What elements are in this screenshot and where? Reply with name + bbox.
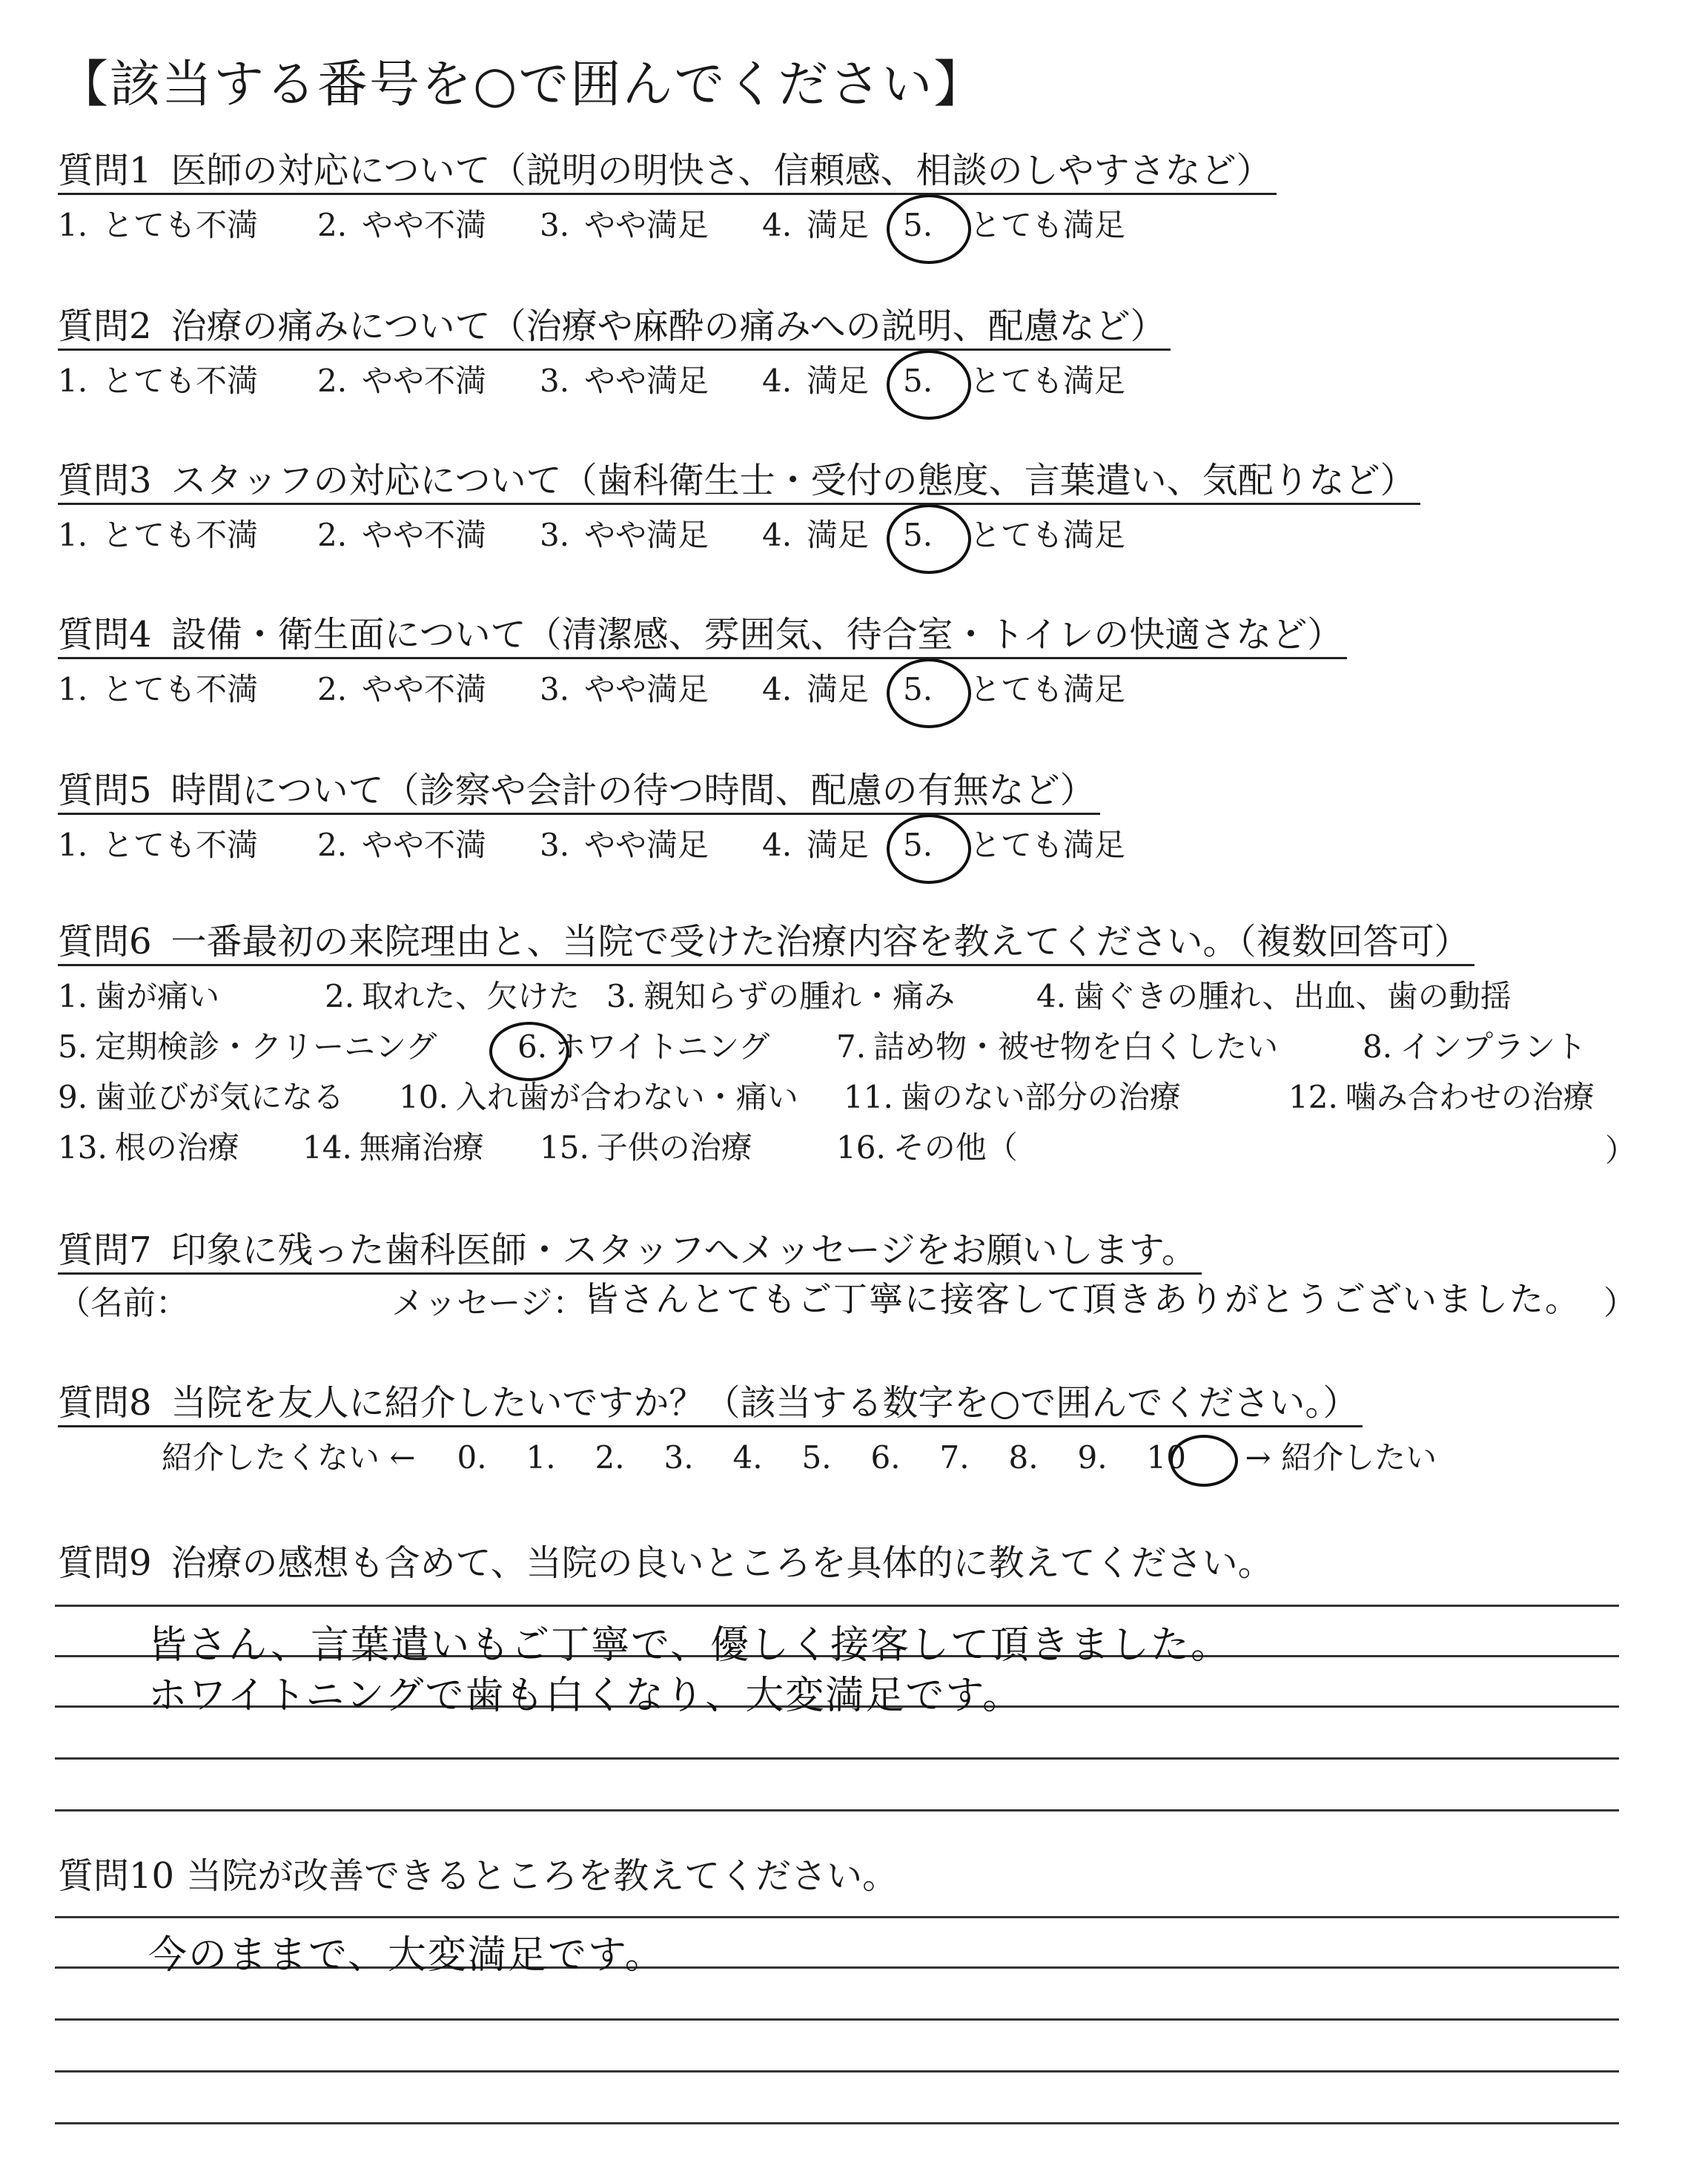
option-number: 15. (540, 1129, 589, 1166)
q6-option[interactable] (606, 976, 955, 1017)
option-label: その他（ (893, 1129, 1018, 1166)
question-text: 医師の対応について（説明の明快さ、信頼感、相談のしやすさなど） (171, 150, 1272, 191)
option-label[interactable]: 満足 (807, 517, 870, 553)
option-label[interactable]: やや満足 (584, 517, 709, 553)
question-text: 設備・衛生面について（清潔感、雰囲気、待合室・トイレの快適さなど） (171, 614, 1343, 655)
q6-option[interactable] (1288, 1077, 1595, 1118)
scale-option[interactable]: 4. (732, 1439, 763, 1476)
option-label[interactable]: やや満足 (584, 827, 709, 863)
option-label[interactable]: 満足 (807, 207, 870, 243)
question-6-heading (58, 919, 1474, 966)
option-number[interactable]: 1. (58, 517, 88, 553)
option-number[interactable]: 3. (540, 207, 570, 243)
scale-option[interactable]: 3. (663, 1439, 694, 1476)
option-number[interactable]: 1. (58, 671, 88, 707)
answer-rule (55, 1916, 1619, 1918)
option-label[interactable]: 満足 (807, 671, 870, 707)
answer-rule (55, 2122, 1619, 2124)
question-number: 質問7 (58, 1229, 152, 1271)
option-number: 5. (58, 1028, 88, 1065)
option-number: 10. (399, 1079, 448, 1115)
option-number: 8. (1363, 1028, 1393, 1065)
scale-right-label: → 紹介したい (1245, 1439, 1437, 1476)
q6-option[interactable] (58, 1026, 437, 1068)
option-label[interactable]: やや満足 (584, 671, 709, 707)
scale-option[interactable]: 6. (870, 1439, 901, 1476)
answer-rule (55, 1757, 1619, 1760)
option-label: 詰め物・被せ物を白くしたい (873, 1028, 1279, 1065)
option-number[interactable]: 1. (58, 207, 88, 243)
option-label: ホワイトニング (555, 1028, 770, 1065)
selection-circle-q2 (887, 350, 971, 420)
option-number[interactable]: 1. (58, 827, 88, 863)
question-3-options (58, 515, 1244, 559)
question-number: 質問3 (58, 460, 152, 501)
q9-answer-line-2: ホワイトニングで歯も白くなり、大変満足です。 (148, 1674, 1023, 1718)
option-label[interactable]: やや満足 (584, 207, 709, 243)
option-number[interactable]: 3. (540, 671, 570, 707)
question-number: 質問10 (58, 1855, 175, 1897)
question-8-heading (58, 1381, 1363, 1427)
option-number[interactable]: 4. (762, 363, 792, 399)
option-label: 定期検診・クリーニング (95, 1028, 437, 1065)
scale-option[interactable]: 2. (595, 1439, 625, 1476)
scale-option[interactable]: 5. (801, 1439, 832, 1476)
option-label[interactable]: とても不満 (102, 671, 259, 707)
option-label: 歯並びが気になる (95, 1079, 345, 1115)
question-number: 質問4 (58, 614, 152, 655)
option-number[interactable]: 2. (317, 827, 348, 863)
option-number[interactable]: 2. (317, 363, 348, 399)
question-1-heading (58, 148, 1277, 195)
question-5-options (58, 825, 1244, 869)
q6-option[interactable] (58, 976, 219, 1017)
option-number: 16. (836, 1129, 886, 1166)
option-number[interactable]: 2. (317, 207, 348, 243)
selection-circle-q1 (887, 194, 971, 264)
answer-rule (55, 2070, 1619, 2073)
other-close-paren: ） (1605, 1132, 1637, 1169)
question-4-heading (58, 612, 1347, 659)
question-text: 印象に残った歯科医師・スタッフへメッセージをお願いします。 (171, 1229, 1197, 1271)
answer-rule (55, 1605, 1619, 1607)
option-number[interactable]: 5. (903, 671, 933, 707)
option-label: 歯ぐきの腫れ、出血、歯の動揺 (1073, 978, 1512, 1014)
selection-circle-q6 (489, 1022, 569, 1081)
scale-numbers (457, 1436, 1216, 1480)
page-title: 【該当する番号を○で囲んでください】 (58, 56, 986, 114)
option-label[interactable]: とても満足 (970, 827, 1126, 863)
option-label[interactable]: とても不満 (102, 207, 259, 243)
option-label: 取れた、欠けた (362, 978, 580, 1014)
option-number[interactable]: 2. (317, 517, 348, 553)
q6-option[interactable] (58, 1127, 239, 1169)
option-number: 9. (58, 1079, 88, 1115)
option-number[interactable]: 1. (58, 363, 88, 399)
question-text: 一番最初の来院理由と、当院で受けた治療内容を教えてください。（複数回答可） (171, 921, 1470, 962)
option-label: 入れ歯が合わない・痛い (455, 1079, 798, 1115)
q6-option-row (58, 1077, 1615, 1121)
option-number[interactable]: 5. (903, 363, 933, 399)
question-9-heading (58, 1541, 1274, 1585)
option-label: 歯が痛い (95, 978, 220, 1014)
scale-option[interactable]: 7. (939, 1439, 970, 1476)
scale-option[interactable]: 0. (457, 1439, 487, 1476)
option-label[interactable]: とても不満 (102, 363, 259, 399)
option-label[interactable]: やや不満 (362, 207, 487, 243)
q6-option[interactable] (540, 1127, 752, 1169)
scale-left-label: 紹介したくない ← (162, 1439, 416, 1476)
q6-option[interactable] (836, 1026, 1278, 1068)
answer-rule (55, 1809, 1619, 1811)
question-text: 時間について（診察や会計の待つ時間、配慮の有無など） (171, 770, 1096, 811)
option-label[interactable]: とても不満 (102, 517, 259, 553)
option-label: インプラント (1400, 1028, 1587, 1065)
q6-option[interactable] (302, 1127, 484, 1169)
scale-option[interactable]: 8. (1008, 1439, 1039, 1476)
q6-option-row (58, 976, 1615, 1020)
option-number[interactable]: 4. (762, 671, 792, 707)
option-label: 親知らずの腫れ・痛み (643, 978, 956, 1014)
option-number: 14. (302, 1129, 352, 1166)
option-label: 根の治療 (114, 1129, 239, 1166)
q6-option[interactable] (399, 1077, 798, 1118)
option-number[interactable]: 4. (762, 207, 792, 243)
option-label: 噛み合わせの治療 (1345, 1079, 1595, 1115)
option-number[interactable]: 5. (903, 517, 933, 553)
question-4-options (58, 669, 1244, 713)
question-5-heading (58, 768, 1100, 815)
question-2-heading (58, 304, 1171, 351)
q6-option[interactable] (58, 1077, 344, 1118)
answer-rule (55, 2018, 1619, 2021)
option-number[interactable]: 5. (903, 207, 933, 243)
question-text: 治療の感想も含めて、当院の良いところを具体的に教えてください。 (171, 1542, 1274, 1584)
option-label[interactable]: とても満足 (970, 671, 1126, 707)
option-number: 4. (1036, 978, 1067, 1014)
option-number[interactable]: 4. (762, 827, 792, 863)
q9-answer-line-1: 皆さん、言葉遣いもご丁寧で、優しく接客して頂きました。 (148, 1623, 1231, 1668)
question-text: 治療の痛みについて（治療や麻酔の痛みへの説明、配慮など） (171, 305, 1166, 347)
name-label: （名前： (58, 1284, 188, 1322)
message-handwritten: 皆さんとてもご丁寧に接客して頂きありがとうございました。 (584, 1279, 1580, 1319)
option-label[interactable]: やや不満 (362, 363, 487, 399)
message-close-paren: ） (1603, 1284, 1636, 1322)
option-number[interactable]: 5. (903, 827, 933, 863)
scale-option[interactable]: 10 (1146, 1439, 1186, 1476)
q6-option[interactable] (844, 1077, 1181, 1118)
option-label: 子供の治療 (596, 1129, 752, 1166)
option-number[interactable]: 3. (540, 517, 570, 553)
question-text: 当院を友人に紹介したいですか？（該当する数字を○で囲んでください。） (171, 1382, 1359, 1424)
q6-option-row (58, 1026, 1615, 1071)
option-number: 3. (606, 978, 637, 1014)
option-label[interactable]: とても満足 (970, 207, 1126, 243)
message-label: メッセージ： (391, 1284, 586, 1322)
question-number: 質問2 (58, 305, 152, 347)
selection-circle-q8 (1170, 1435, 1238, 1487)
question-number: 質問1 (58, 150, 152, 191)
question-number: 質問8 (58, 1382, 152, 1424)
option-number[interactable]: 4. (762, 517, 792, 553)
option-label[interactable]: 満足 (807, 827, 870, 863)
question-3-heading (58, 458, 1420, 505)
option-number: 11. (844, 1079, 893, 1115)
q6-option[interactable] (325, 976, 580, 1017)
scale-option[interactable]: 9. (1077, 1439, 1108, 1476)
question-1-options (58, 205, 1244, 249)
option-label: 無痛治療 (359, 1129, 484, 1166)
option-number: 7. (836, 1028, 867, 1065)
option-number: 12. (1288, 1079, 1338, 1115)
option-number: 2. (325, 978, 355, 1014)
option-label[interactable]: とても満足 (970, 363, 1126, 399)
option-label: 歯のない部分の治療 (900, 1079, 1181, 1115)
selection-circle-q4 (887, 658, 971, 728)
question-number: 質問9 (58, 1542, 152, 1584)
question-text: スタッフの対応について（歯科衛生士・受付の態度、言葉遣い、気配りなど） (171, 460, 1416, 501)
question-number: 質問5 (58, 770, 152, 811)
option-number: 6. (517, 1028, 548, 1065)
question-number: 質問6 (58, 921, 152, 962)
question-2-options (58, 360, 1244, 405)
selection-circle-q3 (887, 504, 971, 574)
q6-option-row (58, 1127, 1615, 1172)
option-label[interactable]: 満足 (807, 363, 870, 399)
option-label[interactable]: とても不満 (102, 827, 259, 863)
q6-option[interactable] (1036, 976, 1512, 1017)
option-label[interactable]: やや満足 (584, 363, 709, 399)
selection-circle-q5 (887, 814, 971, 884)
option-label[interactable]: やや不満 (362, 671, 487, 707)
option-number[interactable]: 2. (317, 671, 348, 707)
option-label[interactable]: やや不満 (362, 517, 487, 553)
option-number[interactable]: 3. (540, 827, 570, 863)
option-number: 1. (58, 978, 88, 1014)
option-label[interactable]: やや不満 (362, 827, 487, 863)
question-text: 当院が改善できるところを教えてください。 (186, 1855, 898, 1897)
option-number: 13. (58, 1129, 107, 1166)
question-7-heading (58, 1228, 1202, 1275)
recommend-scale (162, 1436, 1437, 1480)
q6-option[interactable] (1363, 1026, 1586, 1068)
scale-option[interactable]: 1. (526, 1439, 556, 1476)
option-number[interactable]: 3. (540, 363, 570, 399)
q6-option[interactable] (836, 1127, 1018, 1169)
option-label[interactable]: とても満足 (970, 517, 1126, 553)
q10-answer-line-1: 今のままで、大変満足です。 (148, 1933, 665, 1978)
question-10-heading (58, 1854, 898, 1898)
